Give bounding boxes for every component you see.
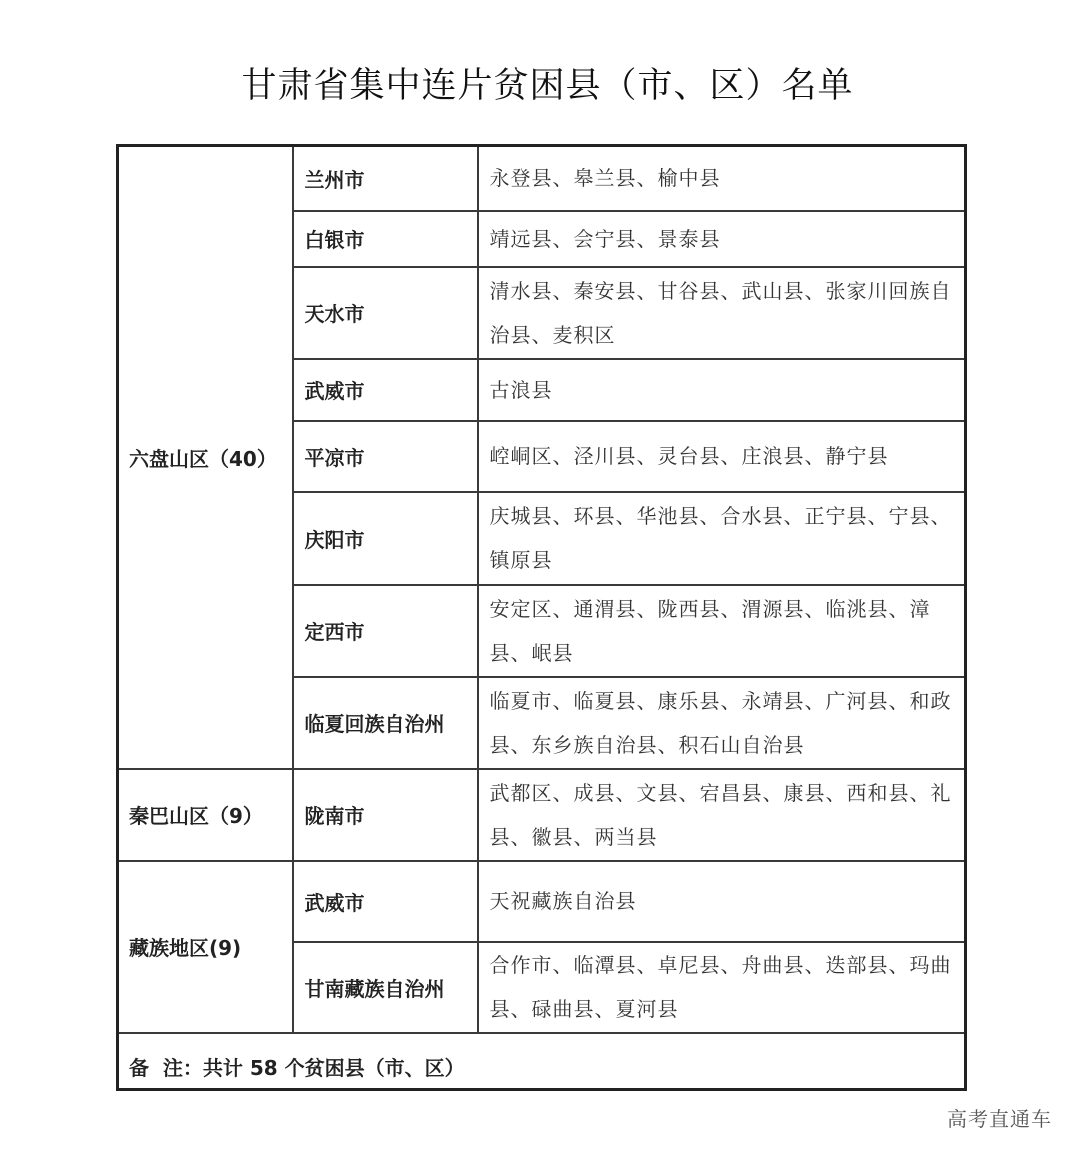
city-cell: 兰州市 [293, 146, 478, 211]
city-cell: 白银市 [293, 211, 478, 267]
city-cell: 武威市 [293, 359, 478, 421]
note-row [118, 1033, 966, 1090]
counties-cell: 庆城县、环县、华池县、合水县、正宁县、宁县、镇原县 [478, 492, 966, 585]
counties-cell: 临夏市、临夏县、康乐县、永靖县、广河县、和政县、东乡族自治县、积石山自治县 [478, 677, 966, 769]
watermark-label: 高考直通车 [947, 1107, 1052, 1131]
city-cell: 甘南藏族自治州 [293, 942, 478, 1033]
counties-cell: 清水县、秦安县、甘谷县、武山县、张家川回族自治县、麦积区 [478, 267, 966, 359]
table-row [118, 861, 966, 942]
counties-cell: 合作市、临潭县、卓尼县、舟曲县、迭部县、玛曲县、碌曲县、夏河县 [478, 942, 966, 1033]
region-cell: 秦巴山区（9） [118, 769, 293, 861]
poverty-county-table [116, 144, 967, 1091]
counties-cell: 靖远县、会宁县、景泰县 [478, 211, 966, 267]
counties-cell: 永登县、皋兰县、榆中县 [478, 146, 966, 211]
document-title: 甘肃省集中连片贫困县（市、区）名单 [241, 66, 854, 106]
counties-cell: 崆峒区、泾川县、灵台县、庄浪县、静宁县 [478, 421, 966, 492]
table-row [118, 146, 966, 211]
counties-cell: 天祝藏族自治县 [478, 861, 966, 942]
city-cell: 平凉市 [293, 421, 478, 492]
city-cell: 陇南市 [293, 769, 478, 861]
counties-cell: 安定区、通渭县、陇西县、渭源县、临洮县、漳县、岷县 [478, 585, 966, 677]
city-cell: 定西市 [293, 585, 478, 677]
region-cell: 六盘山区（40） [118, 146, 293, 769]
counties-cell: 古浪县 [478, 359, 966, 421]
city-cell: 庆阳市 [293, 492, 478, 585]
table-row [118, 769, 966, 861]
city-cell: 临夏回族自治州 [293, 677, 478, 769]
note-cell: 备 注：共计 58 个贫困县（市、区） [118, 1033, 966, 1090]
region-cell: 藏族地区(9) [118, 861, 293, 1033]
city-cell: 武威市 [293, 861, 478, 942]
counties-cell: 武都区、成县、文县、宕昌县、康县、西和县、礼县、徽县、两当县 [478, 769, 966, 861]
city-cell: 天水市 [293, 267, 478, 359]
